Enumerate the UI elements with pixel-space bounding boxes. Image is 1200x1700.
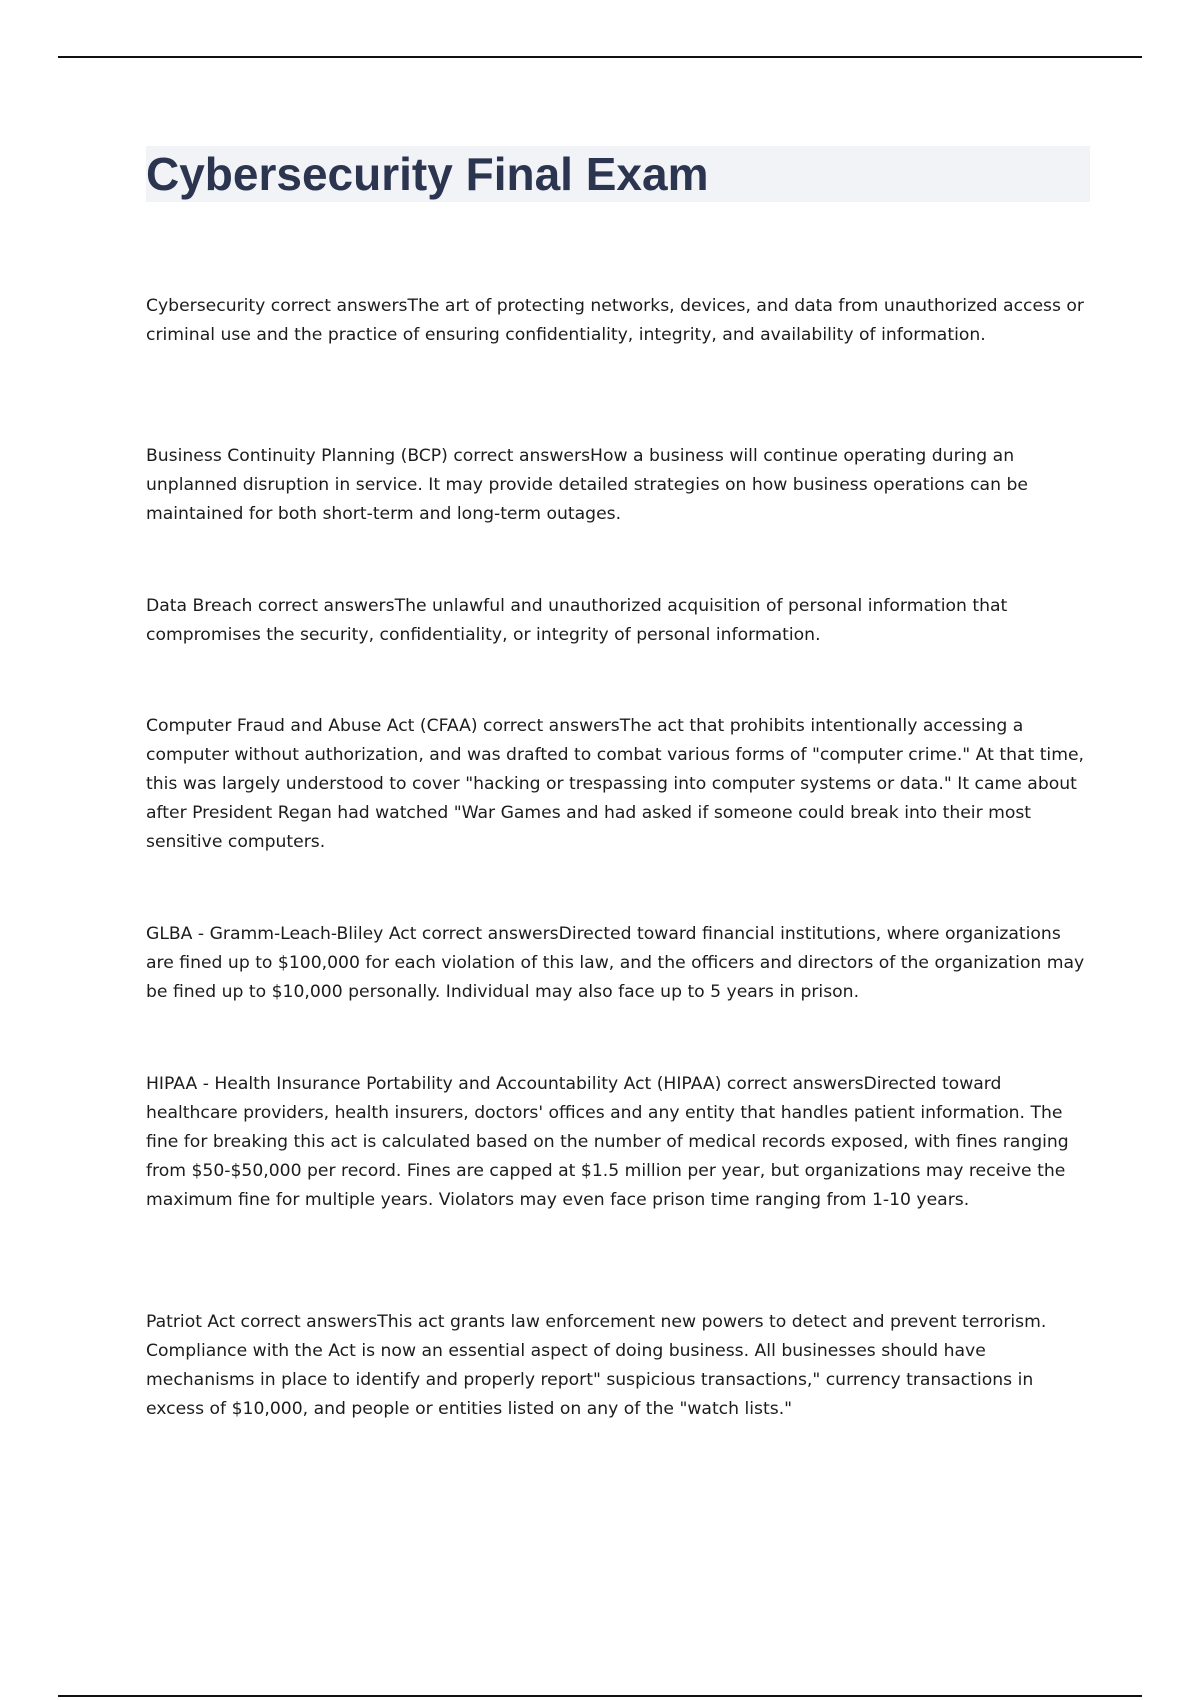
entry-bcp: Business Continuity Planning (BCP) correct answersHow a business will continue operating during an unplanned disruption in service. It may provide detailed strategies on how business operations can be maintained for both short-term and long-term outages. <box>146 446 1028 524</box>
document-title: Cybersecurity Final Exam <box>146 148 709 200</box>
entry-data-breach: Data Breach correct answersThe unlawful and unauthorized acquisition of personal information that compromises the security, confidentiality, or integrity of personal information. <box>146 596 1008 645</box>
entry-patriot-act: Patriot Act correct answersThis act grants law enforcement new powers to detect and prevent terrorism. Compliance with the Act is now an essential aspect of doing business. All businesses should have mechanisms in place to identify and properly report" suspicious transactions," currency transactions in excess of $10,000, and people or entities listed on any of the "watch lists." <box>146 1312 1047 1419</box>
top-divider <box>58 56 1142 58</box>
entry-hipaa: HIPAA - Health Insurance Portability and Accountability Act (HIPAA) correct answersDirected toward healthcare providers, health insurers, doctors' offices and any entity that handles patient information. The fine for breaking this act is calculated based on the number of medical records exposed, with fines ranging from $50-$50,000 per record. Fines are capped at $1.5 million per year, but organizations may receive the maximum fine for multiple years. Violators may even face prison time ranging from 1-10 years. <box>146 1074 1069 1210</box>
entry-glba: GLBA - Gramm-Leach-Bliley Act correct answersDirected toward financial institutions, where organizations are fined up to $100,000 for each violation of this law, and the officers and directors of the organization may be fined up to $10,000 personally. Individual may also face up to 5 years in prison. <box>146 924 1085 1002</box>
bottom-divider <box>58 1695 1142 1697</box>
entry-cfaa: Computer Fraud and Abuse Act (CFAA) correct answersThe act that prohibits intentionally accessing a computer without authorization, and was drafted to combat various forms of "computer crime." At that time, this was largely understood to cover "hacking or trespassing into computer systems or data." It came about after President Regan had watched "War Games and had asked if someone could break into their most sensitive computers. <box>146 716 1084 852</box>
entry-cybersecurity: Cybersecurity correct answersThe art of protecting networks, devices, and data from unauthorized access or criminal use and the practice of ensuring confidentiality, integrity, and availability of information. <box>146 296 1084 345</box>
